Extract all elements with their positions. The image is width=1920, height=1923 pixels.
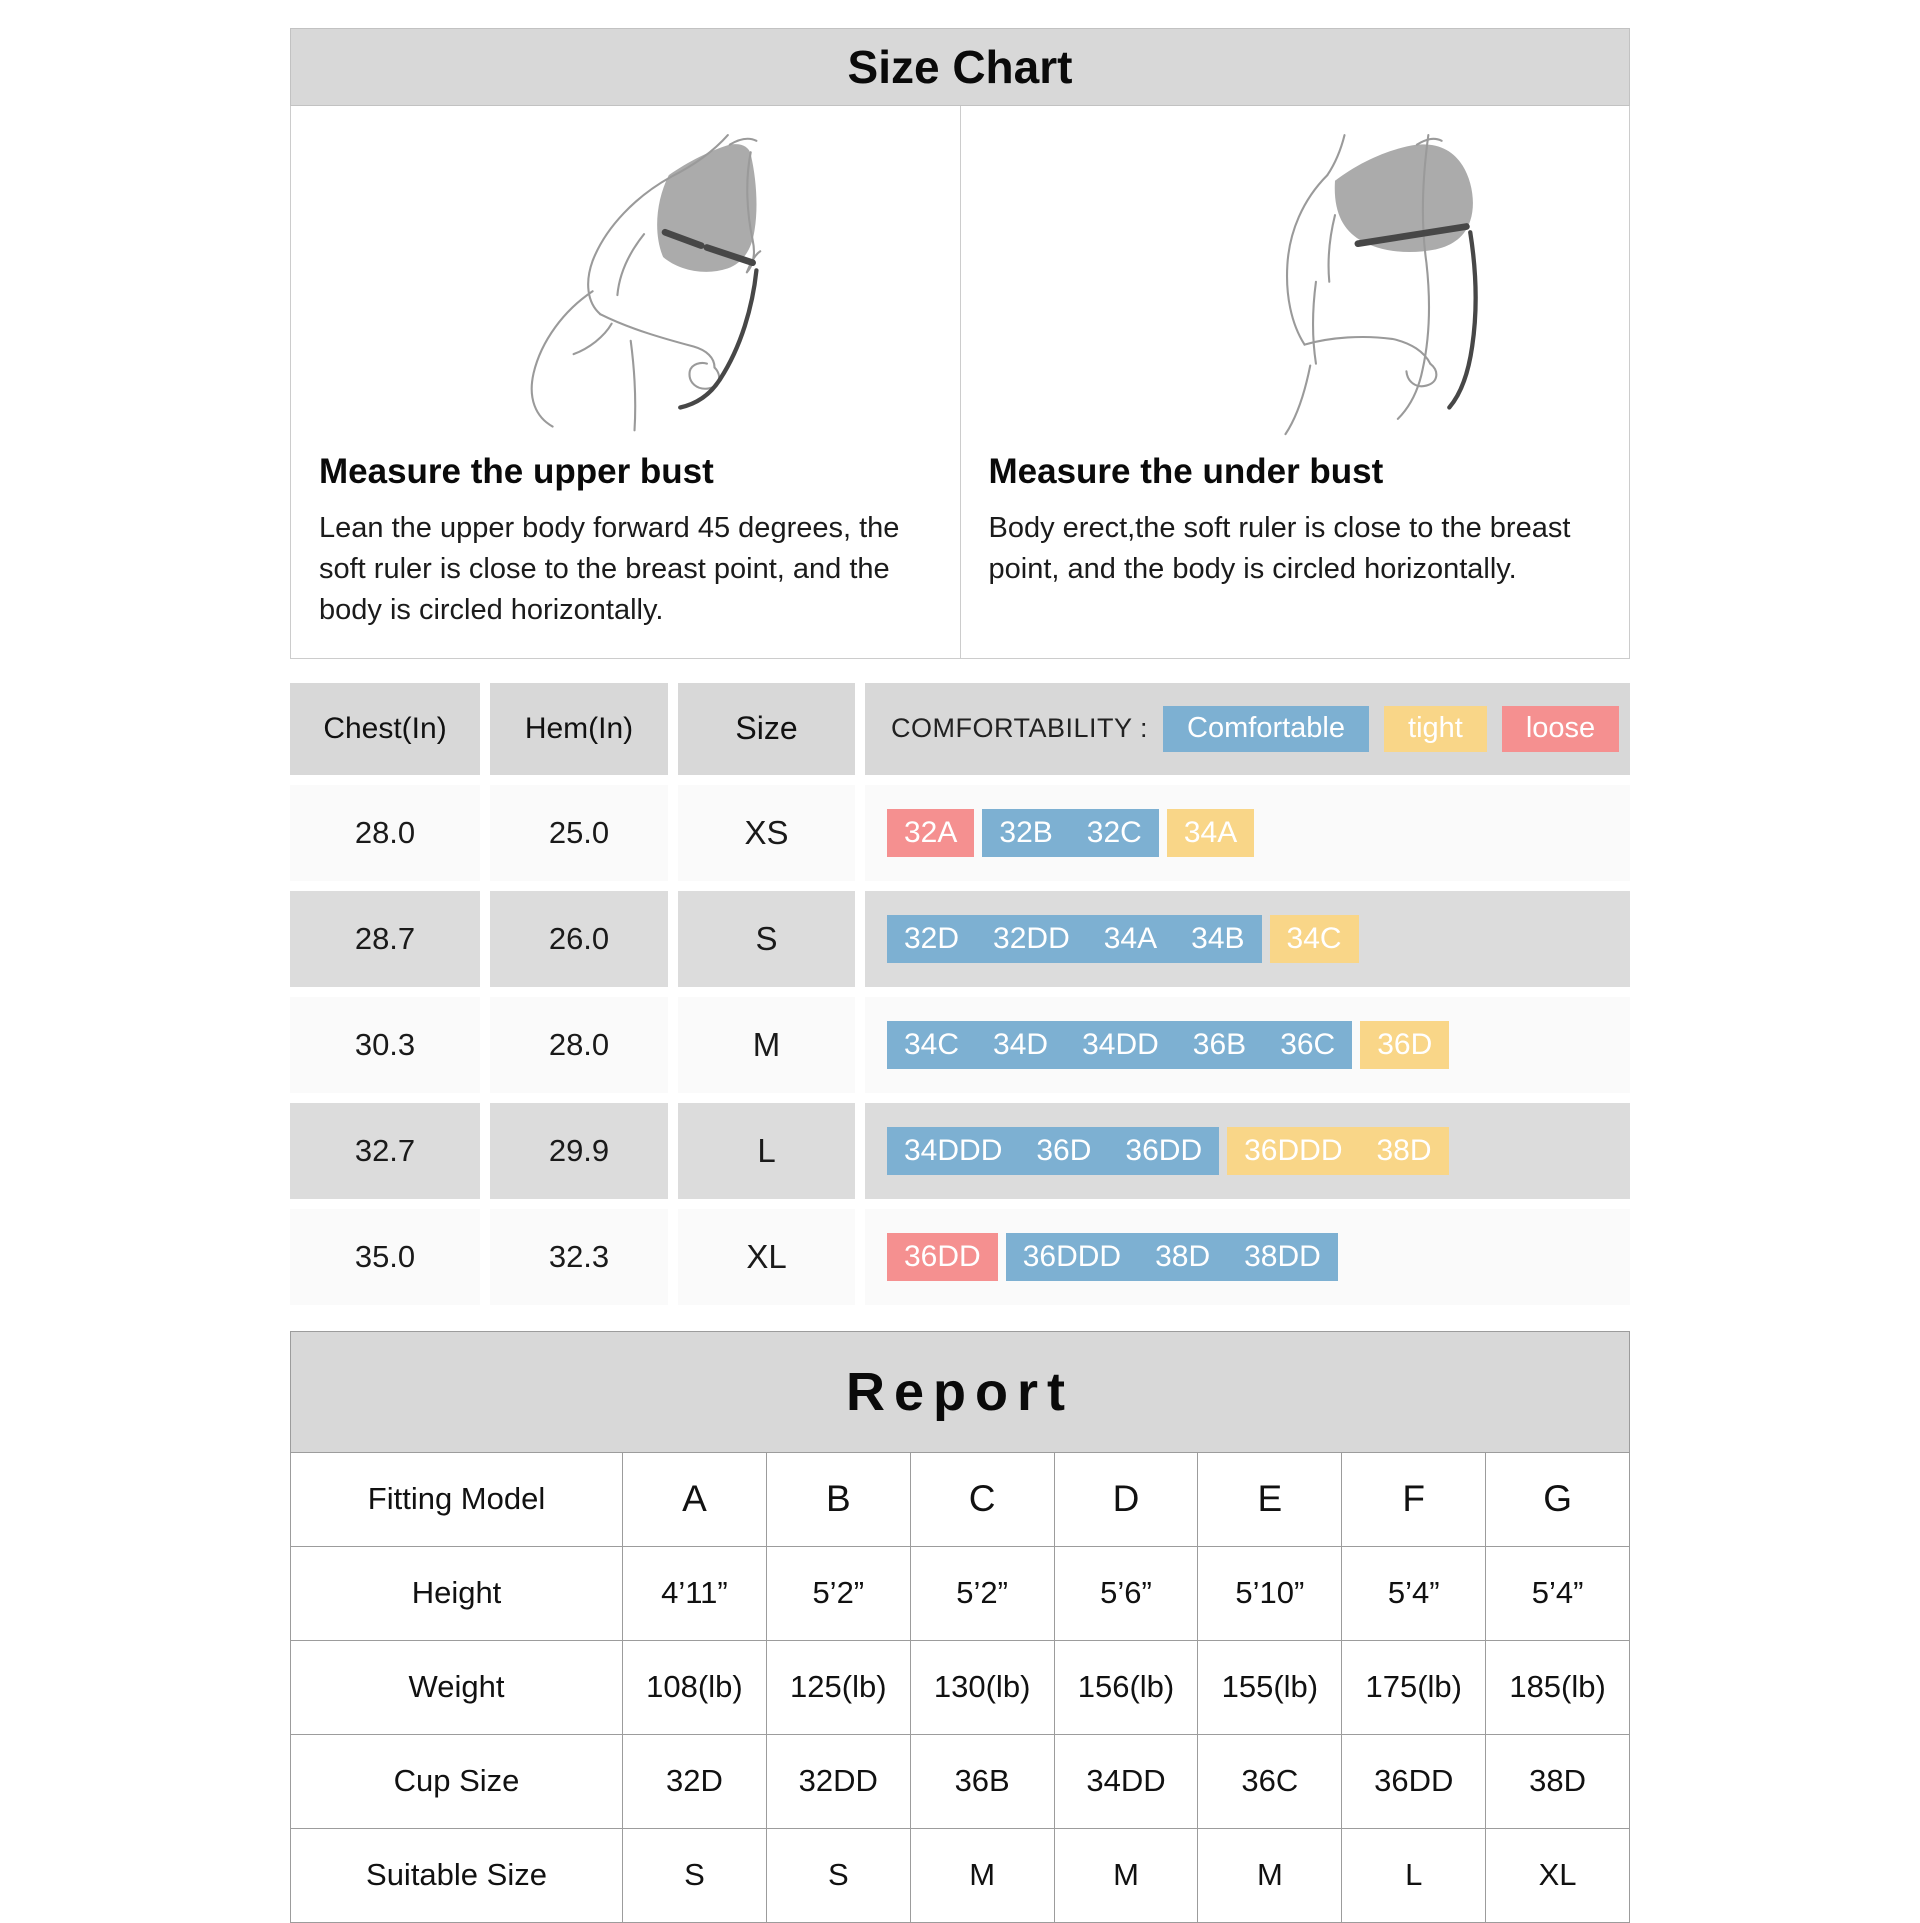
comfortability-legend-badges — [1148, 706, 1619, 752]
comfortability-badges — [865, 1103, 1630, 1199]
report-value: B — [767, 1453, 911, 1546]
size-table-rows — [290, 785, 1630, 1305]
chest-value: 30.3 — [290, 997, 480, 1093]
legend-badge-loose: loose — [1502, 706, 1619, 752]
report-value: 5’2” — [767, 1547, 911, 1640]
bra-size: 36D — [1036, 1133, 1092, 1167]
report-row-fitting-model — [291, 1452, 1629, 1546]
report-value: 38D — [1529, 1763, 1587, 1799]
report-value: 5’2” — [911, 1547, 1055, 1640]
comfortability-badges — [865, 1209, 1630, 1305]
report-row-label: Fitting Model — [291, 1453, 623, 1546]
size-row-XS — [290, 785, 1630, 881]
upper-bust-figure-illustration — [319, 112, 932, 442]
bra-size: 38DD — [1244, 1239, 1321, 1273]
badge-tight — [1360, 1021, 1449, 1069]
badge-tight — [1227, 1127, 1448, 1175]
comfortability-badges — [865, 891, 1630, 987]
chest-column-header: Chest(In) — [290, 683, 480, 775]
report-row-label: Suitable Size — [291, 1829, 623, 1922]
bra-size: 32A — [904, 815, 958, 849]
bra-size: 34DD — [1082, 1027, 1159, 1061]
report-row-suitable-size — [291, 1828, 1629, 1922]
report-table-body — [291, 1452, 1629, 1922]
size-value: L — [678, 1103, 855, 1199]
report-value: L — [1342, 1829, 1486, 1922]
legend-badge-tight: tight — [1384, 706, 1487, 752]
bra-size: 32B — [999, 815, 1053, 849]
report-value: 4’11” — [623, 1547, 767, 1640]
badge-loose — [887, 1233, 998, 1281]
hem-value: 25.0 — [490, 785, 668, 881]
report-value: 5’4” — [1531, 1575, 1584, 1611]
report-value: 108(lb) — [623, 1641, 767, 1734]
hem-value: 28.0 — [490, 997, 668, 1093]
size-table — [290, 683, 1630, 1305]
report-value: 5’10” — [1198, 1547, 1342, 1640]
report-value: 5’4” — [1342, 1547, 1486, 1640]
report-value: 125(lb) — [767, 1641, 911, 1734]
bra-size: 36B — [1192, 1027, 1247, 1061]
bra-size: 38D — [1155, 1239, 1211, 1273]
report-row-height — [291, 1546, 1629, 1640]
report-value: 175(lb) — [1342, 1641, 1486, 1734]
comfortability-header — [865, 683, 1630, 775]
bra-size: 34DDD — [904, 1133, 1003, 1167]
upper-bust-panel — [291, 106, 960, 658]
report-row-label: Height — [291, 1547, 623, 1640]
report-row-label: Weight — [291, 1641, 623, 1734]
report-row-label: Cup Size — [291, 1735, 623, 1828]
bra-size: 38D — [1376, 1133, 1432, 1167]
bra-size: 36DDD — [1244, 1133, 1343, 1167]
bra-size: 34C — [904, 1027, 960, 1061]
bra-size: 32C — [1086, 815, 1142, 849]
hem-value: 26.0 — [490, 891, 668, 987]
report-value: 5’6” — [1055, 1547, 1199, 1640]
report-value: 36C — [1198, 1735, 1342, 1828]
size-column-header: Size — [678, 683, 855, 775]
bra-size: 32D — [904, 921, 960, 955]
size-value: S — [678, 891, 855, 987]
upper-bust-figure-svg — [425, 112, 825, 442]
badge-loose — [887, 809, 974, 857]
report-value: M — [911, 1829, 1055, 1922]
size-table-header — [290, 683, 1630, 775]
bra-size: 36DDD — [1022, 1239, 1122, 1273]
size-value: XL — [678, 1209, 855, 1305]
report-value: 34DD — [1055, 1735, 1199, 1828]
report-value: 185(lb) — [1509, 1669, 1606, 1705]
badge-comfortable — [887, 1021, 1352, 1069]
report-value: D — [1055, 1453, 1199, 1546]
report-value: 155(lb) — [1198, 1641, 1342, 1734]
comfortability-label: COMFORTABILITY : — [891, 713, 1149, 744]
report-title: Report — [291, 1332, 1629, 1452]
comfortability-badges — [865, 785, 1630, 881]
chest-value: 35.0 — [290, 1209, 480, 1305]
size-row-S — [290, 891, 1630, 987]
report-value: F — [1342, 1453, 1486, 1546]
report-value: 130(lb) — [911, 1641, 1055, 1734]
page-title: Size Chart — [290, 28, 1630, 106]
report-value: 32DD — [767, 1735, 911, 1828]
measurement-panels — [290, 106, 1630, 659]
badge-tight — [1167, 809, 1254, 857]
bra-size: 36C — [1280, 1027, 1336, 1061]
report-value: 156(lb) — [1055, 1641, 1199, 1734]
report-value: S — [623, 1829, 767, 1922]
panel-instructions: Body erect,the soft ruler is close to the breast point, and the body is circled horizontally. — [988, 512, 1571, 586]
report-row-cup-size — [291, 1734, 1629, 1828]
report-value: M — [1055, 1829, 1199, 1922]
bra-size: 34A — [1103, 921, 1158, 955]
badge-tight — [1270, 915, 1359, 963]
panel-instructions: Lean the upper body forward 45 degrees, the soft ruler is close to the breast point, and the body is circled horizontally. — [319, 512, 900, 627]
report-row-weight — [291, 1640, 1629, 1734]
report-section — [290, 1331, 1630, 1923]
report-value: A — [623, 1453, 767, 1546]
size-row-M — [290, 997, 1630, 1093]
chest-value: 32.7 — [290, 1103, 480, 1199]
report-value: 36B — [911, 1735, 1055, 1828]
under-bust-figure-svg — [1095, 112, 1495, 442]
hem-value: 32.3 — [490, 1209, 668, 1305]
report-value: G — [1543, 1478, 1572, 1520]
report-value: 32D — [623, 1735, 767, 1828]
report-value: 36DD — [1342, 1735, 1486, 1828]
bra-size: 36DD — [1125, 1133, 1203, 1167]
badge-comfortable — [887, 915, 1262, 963]
bra-shape — [657, 144, 756, 272]
report-value: E — [1198, 1453, 1342, 1546]
report-value: XL — [1538, 1857, 1577, 1893]
panel-heading: Measure the under bust — [988, 452, 1384, 491]
under-bust-figure-illustration — [989, 112, 1602, 442]
legend-badge-comfortable: Comfortable — [1163, 706, 1369, 752]
hem-column-header: Hem(In) — [490, 683, 668, 775]
bra-size: 34C — [1286, 921, 1342, 955]
size-value: M — [678, 997, 855, 1093]
badge-comfortable — [887, 1127, 1219, 1175]
report-value: C — [911, 1453, 1055, 1546]
size-row-L — [290, 1103, 1630, 1199]
under-bust-panel — [960, 106, 1630, 658]
report-value: S — [767, 1829, 911, 1922]
size-row-XL — [290, 1209, 1630, 1305]
size-value: XS — [678, 785, 855, 881]
badge-comfortable — [982, 809, 1158, 857]
chest-value: 28.0 — [290, 785, 480, 881]
bra-size: 36DD — [904, 1239, 981, 1273]
hem-value: 29.9 — [490, 1103, 668, 1199]
panel-heading: Measure the upper bust — [319, 452, 714, 491]
chest-value: 28.7 — [290, 891, 480, 987]
bra-size: 34A — [1183, 815, 1238, 849]
bra-size: 34B — [1191, 921, 1245, 955]
badge-comfortable — [1006, 1233, 1338, 1281]
bra-size: 32DD — [993, 921, 1070, 955]
comfortability-badges — [865, 997, 1630, 1093]
report-value: M — [1198, 1829, 1342, 1922]
bra-size: 36D — [1377, 1027, 1433, 1061]
measuring-tape — [1358, 227, 1476, 408]
size-chart-page — [290, 0, 1630, 1923]
bra-size: 34D — [993, 1027, 1049, 1061]
